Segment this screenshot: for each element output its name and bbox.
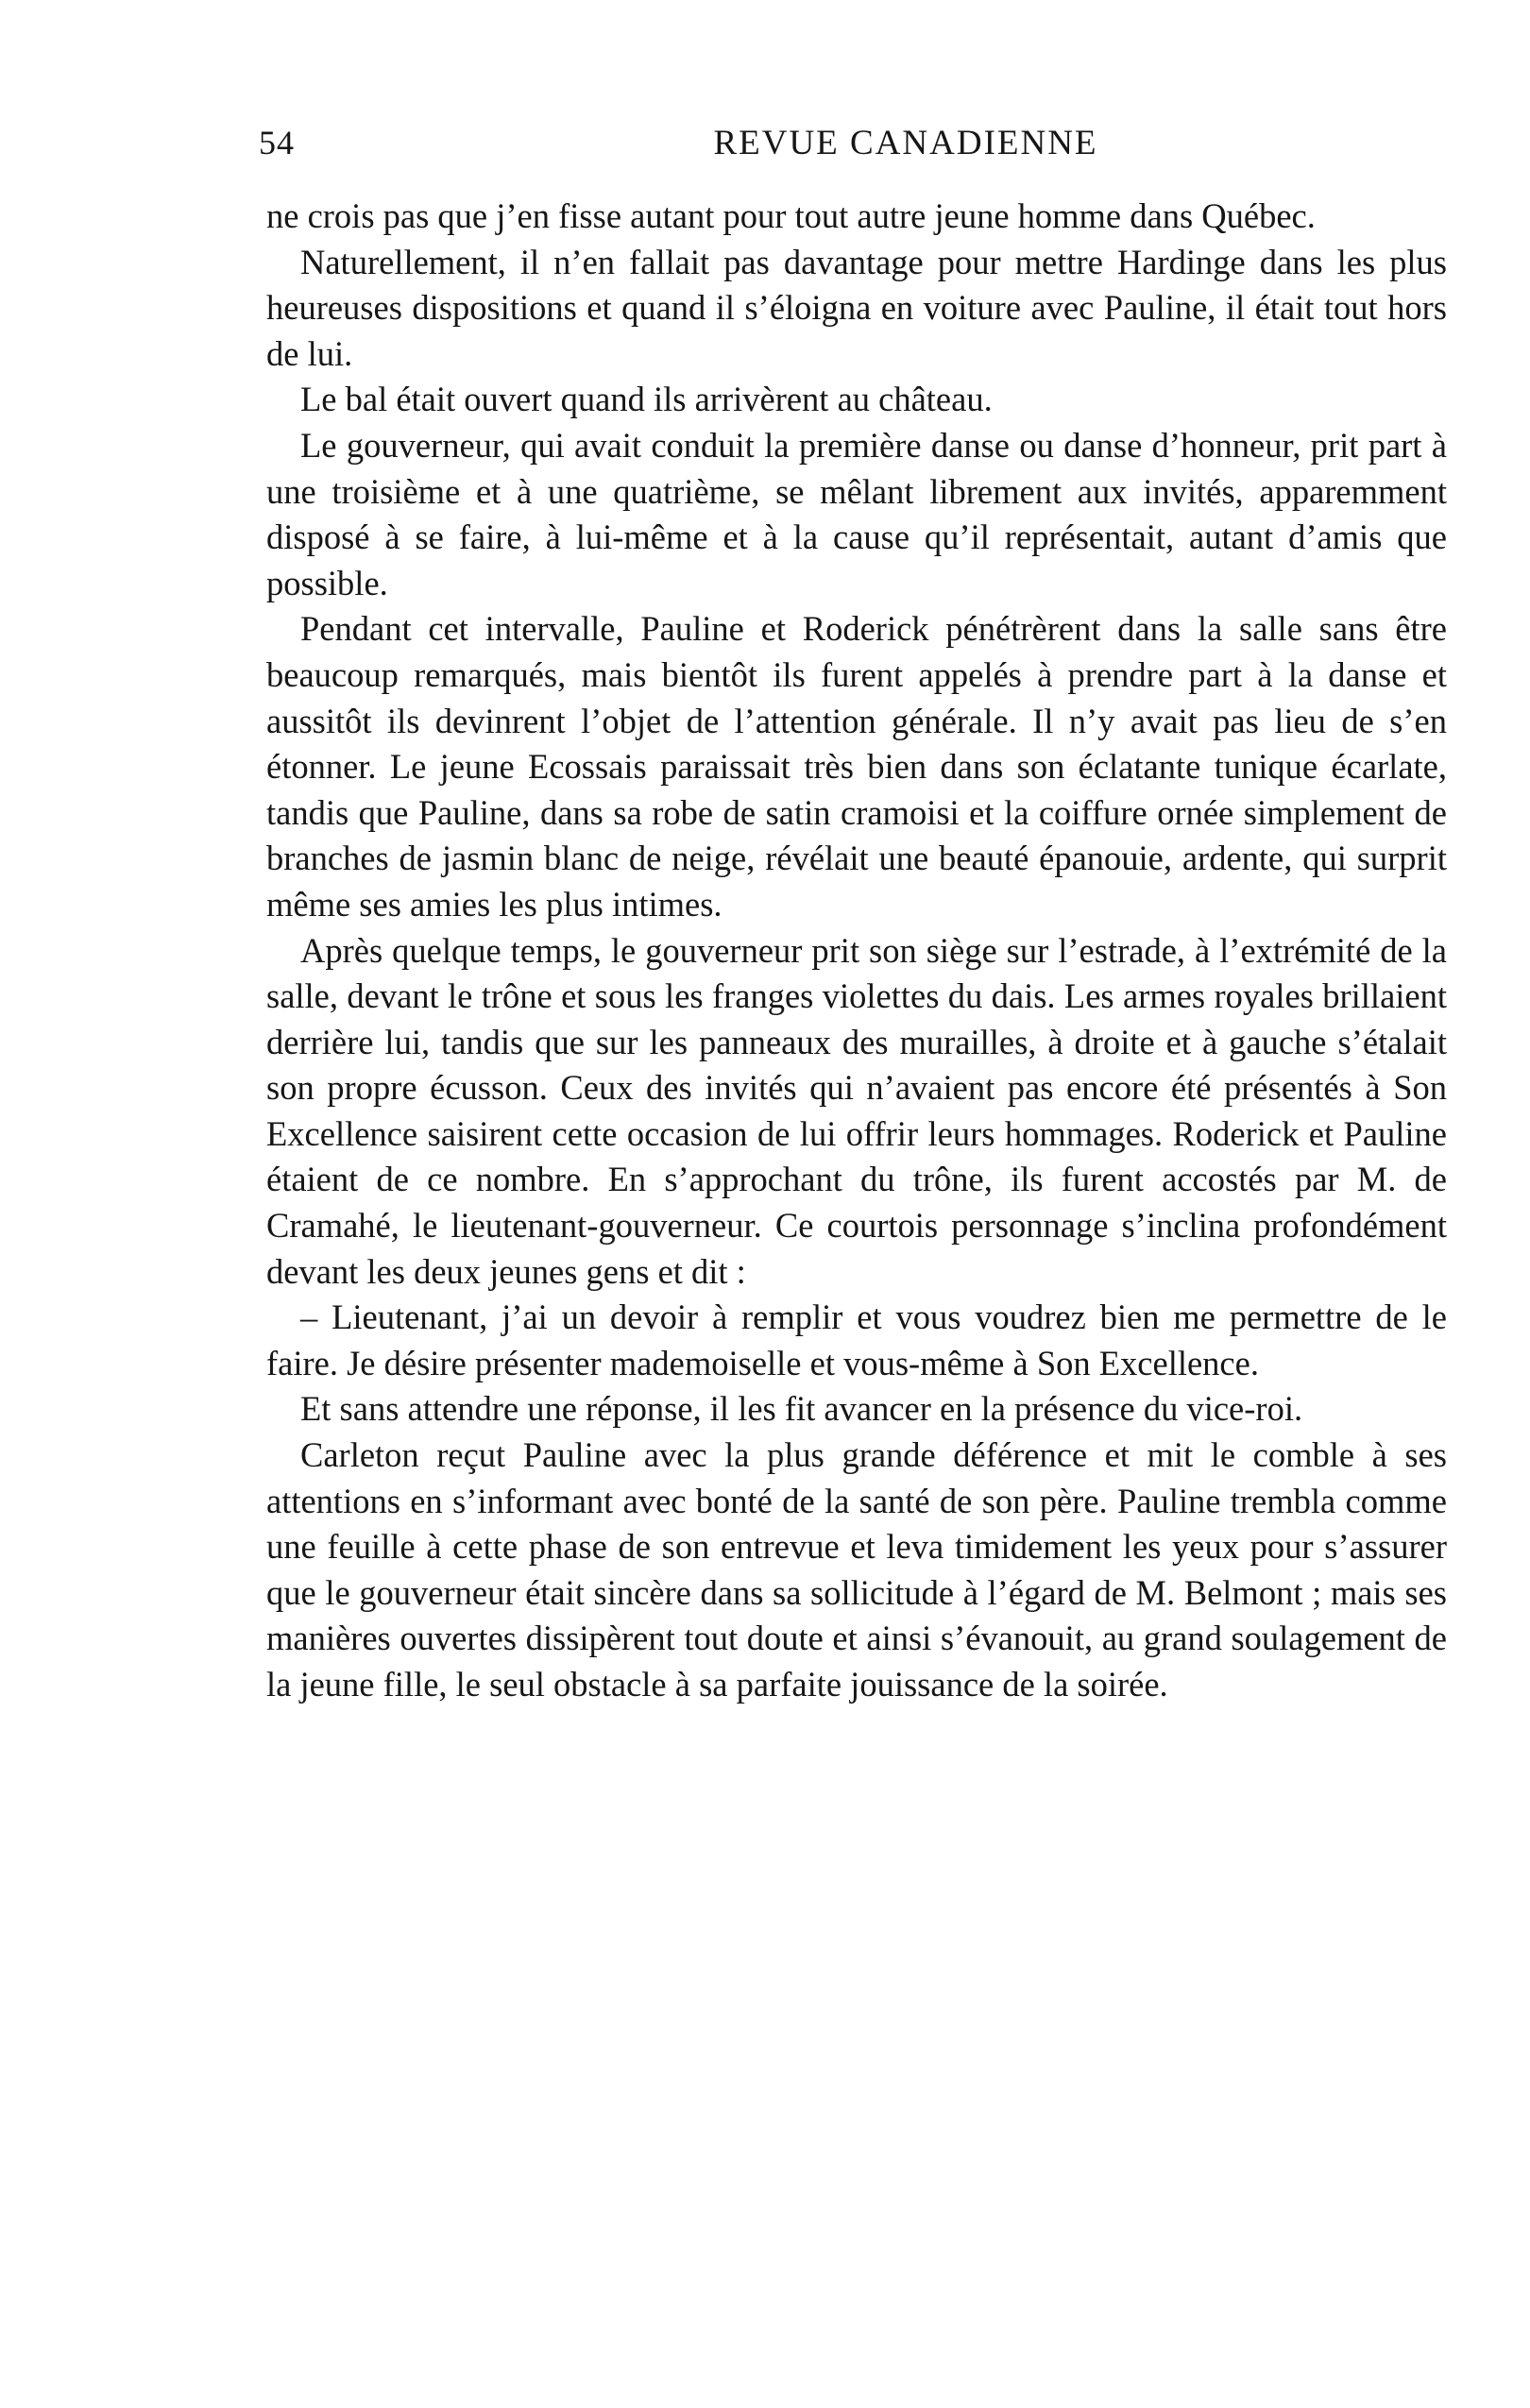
body-text <box>266 194 1447 1708</box>
page-header <box>259 123 1449 170</box>
paragraph-3: Le bal était ouvert quand ils arrivèrent au château. <box>300 380 993 419</box>
paragraph-7: – Lieutenant, j’ai un devoir à remplir et vous voudrez bien me permettre de le faire. Je désire présenter mademoiselle et vous-même à Son Excellence. <box>266 1297 1447 1382</box>
paragraph-6: Après quelque temps, le gouverneur prit son siège sur l’estrade, à l’extrémité de la salle, devant le trône et sous les franges violettes du dais. Les armes royales brillaient derrière lui, tandis que sur les panneaux des murailles, à droite et à gauche s’étalait son propre écusson. Ceux des invités qui n’avaient pas encore été présentés à Son Excellence saisirent cette occasion de lui offrir leurs hommages. Roderick et Pauline étaient de ce nombre. En s’approchant du trône, ils furent accostés par M. de Cramahé, le lieutenant-gouverneur. Ce courtois personnage s’inclina profondément devant les deux jeunes gens et dit : <box>266 930 1447 1291</box>
paragraph-2: Naturellement, il n’en fallait pas davantage pour mettre Hardinge dans les plus heureuses dispositions et quand il s’éloigna en voiture avec Pauline, il était tout hors de lui. <box>266 242 1447 373</box>
paragraph-5: Pendant cet intervalle, Pauline et Roderick pénétrèrent dans la salle sans être beaucoup remarqués, mais bientôt ils furent appelés à prendre part à la danse et aussitôt ils devinrent l’objet de l’attention générale. Il n’y avait pas lieu de s’en étonner. Le jeune Ecossais paraissait très bien dans son éclatante tunique écarlate, tandis que Pauline, dans sa robe de satin cramoisi et la coiffure ornée simplement de branches de jasmin blanc de neige, révélait une beauté épanouie, ardente, qui surprit même ses amies les plus intimes. <box>266 609 1447 924</box>
paragraph-1: ne crois pas que j’en fisse autant pour tout autre jeune homme dans Québec. <box>266 196 1316 235</box>
running-title: REVUE CANADIENNE <box>713 124 1098 162</box>
page-number: 54 <box>259 124 295 161</box>
paragraph-9: Carleton reçut Pauline avec la plus grande déférence et mit le comble à ses attentions en s’informant avec bonté de la santé de son père. Pauline trembla comme une feuille à cette phase de son entrevue et leva timidement les yeux pour s’assurer que le gouverneur était sincère dans sa sollicitude à l’égard de M. Belmont ; mais ses manières ouvertes dissipèrent tout doute et ainsi s’évanouit, au grand soulagement de la jeune fille, le seul obstacle à sa parfaite jouissance de la soirée. <box>266 1435 1447 1704</box>
paragraph-4: Le gouverneur, qui avait conduit la première danse ou danse d’honneur, prit part à une troisième et à une quatrième, se mêlant librement aux invités, apparemment disposé à se faire, à lui-même et à la cause qu’il représentait, autant d’amis que possible. <box>266 425 1447 602</box>
paragraph-8: Et sans attendre une réponse, il les fit avancer en la présence du vice-roi. <box>300 1389 1303 1429</box>
